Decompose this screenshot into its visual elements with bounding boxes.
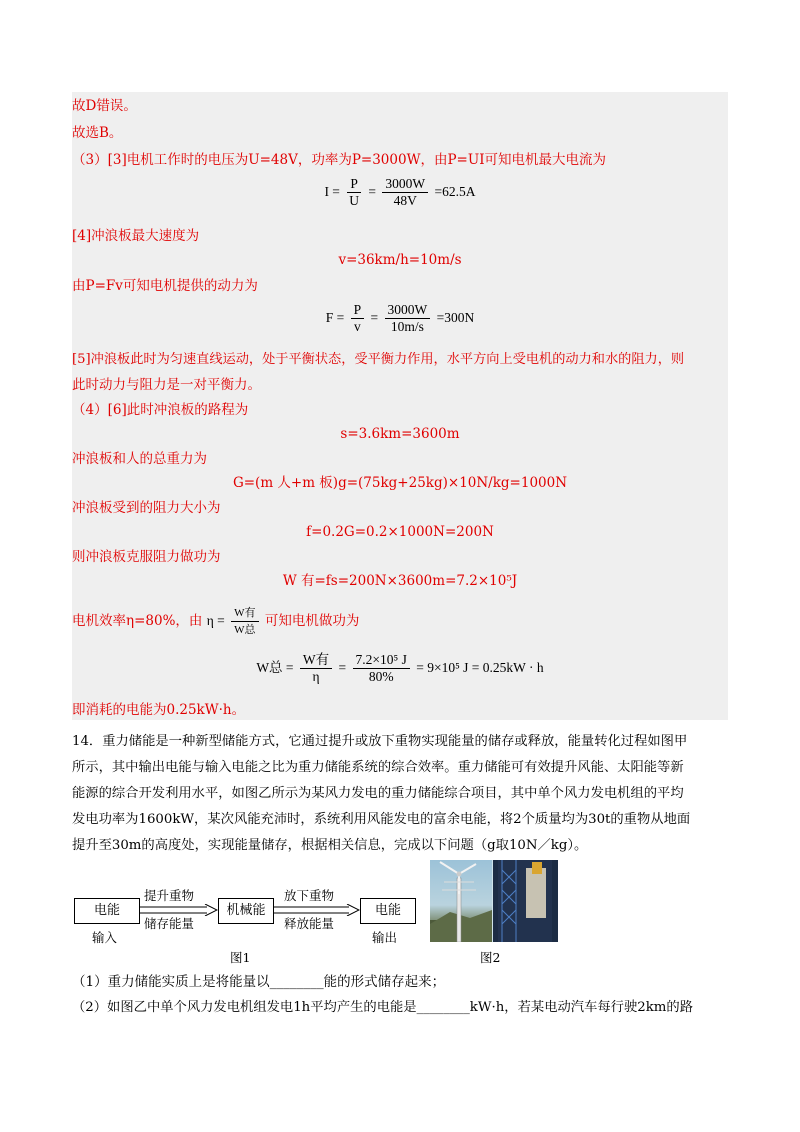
box-electric-out: 电能 [360, 898, 416, 924]
question-paragraph: 能源的综合开发利用水平，如图乙所示为某风力发电的重力储能综合项目，其中单个风力发电机组的平均 [72, 786, 684, 801]
figure2-caption: 图2 [480, 950, 501, 965]
answer-line-efficiency: 电机效率η=80%，由 η = $\frac{\text{W有}}{\text{W总}}$ 可知电机做功为 [72, 607, 360, 637]
figure1-caption: 图1 [230, 950, 251, 965]
answer-line: 冲浪板受到的阻力大小为 [72, 500, 221, 516]
question-paragraph: 14．重力储能是一种新型储能方式，它通过提升或放下重物实现能量的储存或释放，能量转化过程如图甲 [72, 734, 688, 749]
arrow-right-icon [273, 904, 360, 916]
answer-line: [4]冲浪板最大速度为 [72, 228, 200, 244]
arrow2-bottom-label: 释放能量 [284, 916, 335, 931]
formula-speed: v=36km/h=10m/s [338, 252, 462, 268]
answer-line: （3）[3]电机工作时的电压为U=48V，功率为P=3000W，由P=UI可知电机最大电流为 [72, 152, 607, 168]
input-label: 输入 [92, 930, 118, 945]
arrow-right-icon [139, 904, 218, 916]
answer-line: （4）[6]此时冲浪板的路程为 [72, 402, 249, 418]
output-label: 输出 [372, 930, 398, 945]
formula-current: I = $\frac{P}{U}$ = $\frac{3000W}{48V}$ =62.5A [324, 176, 476, 209]
box-electric-in: 电能 [74, 898, 140, 924]
question-paragraph: 提升至30m的高度处，实现能量储存，根据相关信息，完成以下问题（g取10N／kg）。 [72, 838, 588, 853]
formula-distance: s=3.6km=3600m [340, 426, 460, 442]
formula-force: F = $\frac{P}{v}$ = $\frac{3000W}{10m/s}$ =300N [325, 302, 475, 335]
answer-line: 即消耗的电能为0.25kW·h。 [72, 702, 246, 718]
answer-line: [5]冲浪板此时为匀速直线运动，处于平衡状态，受平衡力作用，水平方向上受电机的动力和水的阻力，则 [72, 352, 685, 367]
answer-line: 由P=Fv可知电机提供的动力为 [72, 278, 258, 294]
answer-line: 故D错误。 [72, 98, 137, 114]
box-mechanical: 机械能 [218, 898, 274, 924]
answer-line: 则冲浪板克服阻力做功为 [72, 549, 221, 565]
arrow1-bottom-label: 储存能量 [144, 916, 195, 931]
formula-resistance: f=0.2G=0.2×1000N=200N [306, 524, 494, 540]
question-paragraph: 发电功率为1600kW，某次风能充沛时，系统利用风能发电的富余电能，将2个质量均为30t的重物从地面 [72, 812, 691, 827]
sub-question-2: （2）如图乙中单个风力发电机组发电1h平均产生的电能是________kW·h，若某电动汽车每行驶2km的路 [72, 1000, 693, 1015]
tower-detail-image [492, 860, 558, 942]
arrow2-top-label: 放下重物 [284, 888, 335, 903]
question-paragraph: 所示，其中输出电能与输入电能之比为重力储能系统的综合效率。重力储能可有效提升风能、太阳能等新 [72, 760, 684, 775]
formula-total-work: W总 = $\frac{\text{W有}}{\eta}$ = $\frac{\text{7.2×10⁵ J}}{80\%}$ = 9×10⁵ J = 0.25kW · h [256, 652, 544, 685]
arrow1-top-label: 提升重物 [144, 888, 195, 903]
formula-gravity: G=(m 人+m 板)g=(75kg+25kg)×10N/kg=1000N [232, 475, 568, 491]
answer-line: 此时动力与阻力是一对平衡力。 [72, 377, 261, 393]
sub-question-1: （1）重力储能实质上是将能量以________能的形式储存起来； [72, 974, 446, 990]
answer-line: 故选B。 [72, 125, 123, 141]
answer-line: 冲浪板和人的总重力为 [72, 451, 207, 467]
formula-work: W 有=fs=200N×3600m=7.2×10⁵J [282, 573, 518, 589]
tower-detail-photo [492, 860, 558, 942]
